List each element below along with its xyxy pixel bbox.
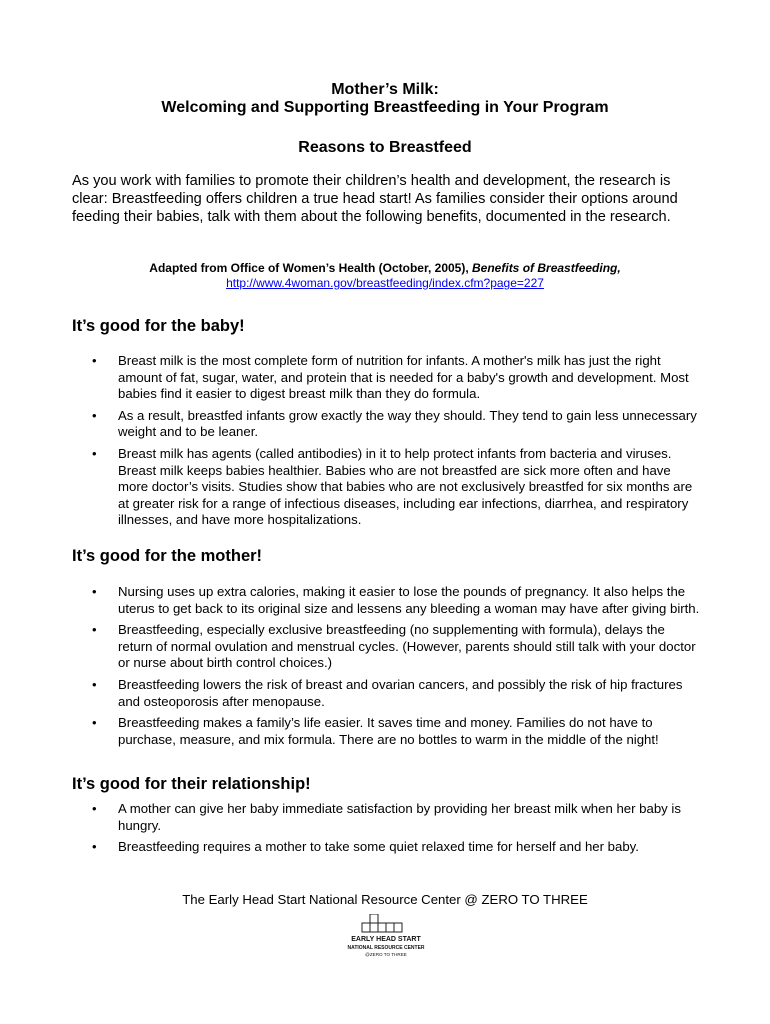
- source-link[interactable]: http://www.4woman.gov/breastfeeding/index.cfm?page=227: [226, 276, 544, 290]
- list-item-text: Breast milk is the most complete form of nutrition for infants. A mother's milk has just the right amount of fat, sugar, water, and protein that is needed for a baby's growth and development. Most babies find it easier to digest breast milk than they do formula.: [118, 353, 689, 402]
- bullet-list-baby: [72, 353, 702, 534]
- source-url-line: [0, 276, 770, 291]
- list-item: [72, 677, 702, 710]
- bullet-icon: •: [92, 839, 97, 855]
- list-item: [72, 839, 702, 856]
- section-heading-baby: It’s good for the baby!: [72, 317, 245, 335]
- list-item-text: Breastfeeding makes a family’s life easier. It saves time and money. Families do not have to purchase, measure, and mix formula. There are no bottles to warm in the middle of the night!: [118, 715, 659, 747]
- list-item-text: A mother can give her baby immediate satisfaction by providing her breast milk when her baby is hungry.: [118, 801, 681, 833]
- bullet-list-relationship: [72, 801, 702, 861]
- early-head-start-logo: [340, 914, 432, 960]
- bullet-icon: •: [92, 715, 97, 731]
- bullet-list-mother: [72, 584, 702, 753]
- document-subtitle: Reasons to Breastfeed: [298, 139, 472, 156]
- source-title: Benefits of Breastfeeding,: [472, 261, 621, 275]
- list-item-text: Breast milk has agents (called antibodies) in it to help protect infants from bacteria and viruses. Breast milk keeps babies healthier. Babies who are not breastfed are sick more often and have more doctor’s visits. Studies show that babies who are not exclusively breastfed for six months are at greater risk for a range of infectious diseases, including ear infections, diarrhea, and respiratory illnesses, and have more hospitalizations.: [118, 445, 693, 528]
- list-item: [72, 584, 702, 617]
- list-item: [72, 622, 702, 672]
- list-item-text: Breastfeeding requires a mother to take some quiet relaxed time for herself and her baby.: [118, 839, 639, 855]
- section-heading-mother: It’s good for the mother!: [72, 547, 263, 565]
- source-citation: [0, 261, 770, 276]
- list-item: [72, 408, 702, 441]
- source-lead: Adapted from Office of Women’s Health (October, 2005),: [149, 261, 473, 275]
- list-item: [72, 715, 702, 748]
- logo-line2: NATIONAL RESOURCE CENTER: [347, 945, 425, 951]
- list-item: [72, 353, 702, 403]
- section-heading-relationship: It’s good for their relationship!: [72, 775, 311, 793]
- bullet-icon: •: [92, 445, 97, 461]
- document-title-line2: Welcoming and Supporting Breastfeeding in Your Program: [161, 99, 609, 116]
- list-item-text: Nursing uses up extra calories, making it easier to lose the pounds of pregnancy. It also helps the uterus to get back to its original size and lessens any bleeding a woman may have after giving birth.: [118, 584, 700, 616]
- bullet-icon: •: [92, 676, 97, 692]
- list-item: [72, 801, 702, 834]
- logo-line1: EARLY HEAD START: [351, 936, 421, 943]
- list-item: [72, 446, 702, 529]
- bullet-icon: •: [92, 584, 97, 599]
- document-title-line1: Mother’s Milk:: [331, 81, 439, 98]
- list-item-text: Breastfeeding, especially exclusive breastfeeding (no supplementing with formula), delays the return of normal ovulation and menstrual cycles. (However, parents should still talk with your doctor or nurse about birth control choices.): [118, 622, 696, 671]
- bullet-icon: •: [92, 622, 97, 638]
- bullet-icon: •: [92, 801, 97, 816]
- bullet-icon: •: [92, 353, 97, 368]
- footer-text: The Early Head Start National Resource Center @ ZERO TO THREE: [182, 892, 588, 907]
- blocks-logo-icon: [340, 914, 432, 960]
- bullet-icon: •: [92, 407, 97, 423]
- list-item-text: As a result, breastfed infants grow exactly the way they should. They tend to gain less unnecessary weight and to be leaner.: [118, 407, 697, 440]
- intro-paragraph: As you work with families to promote their children’s health and development, the research is clear: Breastfeeding offers children a true head start! As families consider their options around feeding their babies, talk with them about the following benefits, documented in the research.: [72, 173, 678, 226]
- logo-line3: @ZERO TO THREE: [365, 952, 407, 957]
- list-item-text: Breastfeeding lowers the risk of breast and ovarian cancers, and possibly the risk of hip fractures and osteoporosis after menopause.: [118, 676, 683, 709]
